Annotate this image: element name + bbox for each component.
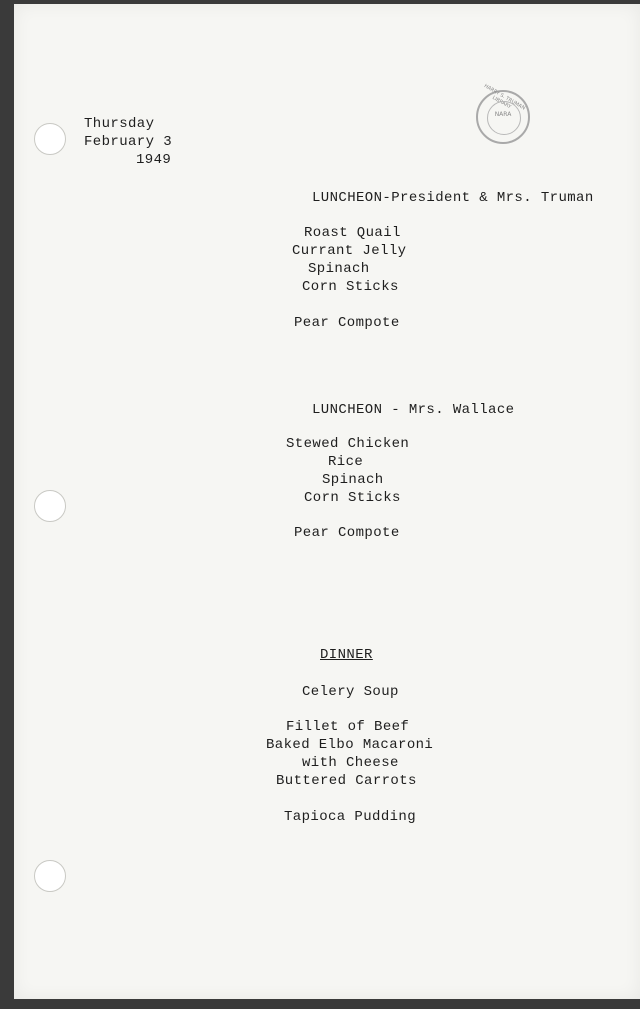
date-month-day: February 3 bbox=[84, 134, 173, 150]
menu-soup: Celery Soup bbox=[302, 684, 399, 700]
stamp-inner-ring bbox=[487, 101, 521, 135]
menu-item: with Cheese bbox=[302, 755, 399, 771]
menu-dessert: Pear Compote bbox=[294, 525, 400, 541]
luncheon-president-title: LUNCHEON-President & Mrs. Truman bbox=[312, 190, 594, 206]
menu-dessert: Pear Compote bbox=[294, 315, 400, 331]
menu-item: Spinach bbox=[308, 261, 370, 277]
date-day: Thursday bbox=[84, 116, 155, 132]
punch-hole-top bbox=[34, 123, 66, 155]
library-stamp bbox=[476, 83, 530, 144]
menu-item: Fillet of Beef bbox=[286, 719, 410, 735]
document-page bbox=[14, 4, 640, 999]
stamp-center-text: NARA bbox=[494, 111, 512, 118]
menu-item: Corn Sticks bbox=[304, 490, 401, 506]
menu-item: Buttered Carrots bbox=[276, 773, 417, 789]
menu-item: Roast Quail bbox=[304, 225, 401, 241]
luncheon-wallace-title: LUNCHEON - Mrs. Wallace bbox=[312, 402, 515, 418]
punch-hole-middle bbox=[34, 490, 66, 522]
punch-hole-bottom bbox=[34, 860, 66, 892]
dinner-title: DINNER bbox=[320, 647, 373, 663]
menu-item: Baked Elbo Macaroni bbox=[266, 737, 434, 753]
menu-item: Currant Jelly bbox=[292, 243, 407, 259]
date-year: 1949 bbox=[136, 152, 172, 168]
menu-dessert: Tapioca Pudding bbox=[284, 809, 417, 825]
menu-item: Corn Sticks bbox=[302, 279, 399, 295]
menu-item: Stewed Chicken bbox=[286, 436, 410, 452]
stamp-ring-text: HARRY S. TRUMAN LIBRARY bbox=[482, 83, 527, 112]
menu-item: Rice bbox=[328, 454, 364, 470]
menu-item: Spinach bbox=[322, 472, 384, 488]
